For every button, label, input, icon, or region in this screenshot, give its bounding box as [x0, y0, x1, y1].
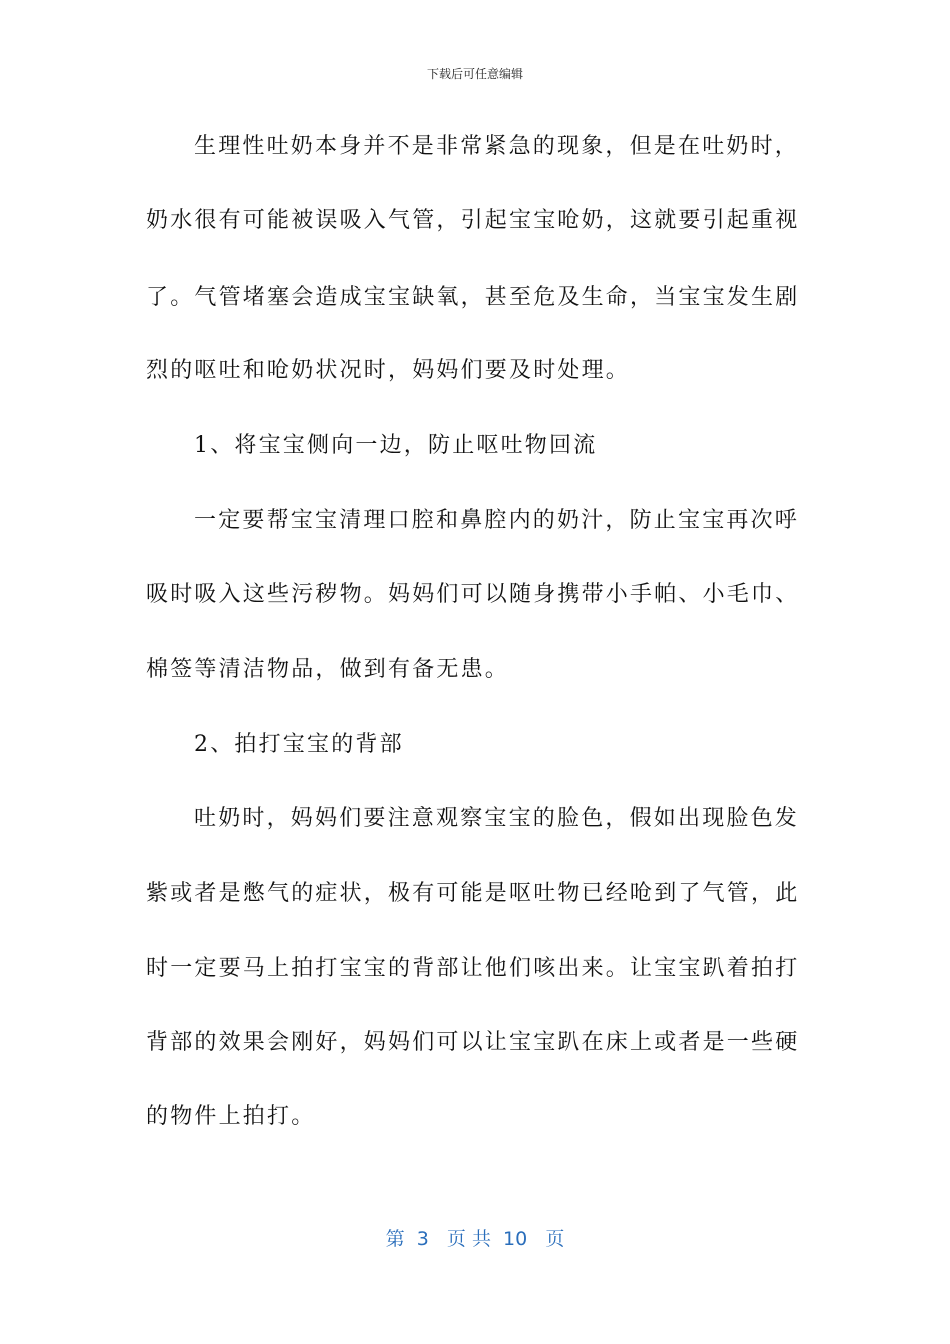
page-header: 下载后可任意编辑 [426, 67, 523, 81]
section-heading: 1、将宝宝侧向一边，防止呕吐物回流 [194, 433, 598, 458]
paragraph-line: 奶水很有可能被误吸入气管，引起宝宝呛奶，这就要引起重视 [146, 208, 800, 233]
paragraph-line: 紫或者是憋气的症状，极有可能是呕吐物已经呛到了气管，此 [146, 881, 800, 906]
paragraph-line: 的物件上拍打。 [146, 1104, 316, 1129]
paragraph-line: 棉签等清洁物品，做到有备无患。 [146, 657, 510, 682]
paragraph-line: 吸时吸入这些污秽物。妈妈们可以随身携带小手帕、小毛巾、 [146, 582, 800, 607]
paragraph-line: 背部的效果会刚好，妈妈们可以让宝宝趴在床上或者是一些硬 [146, 1030, 800, 1055]
paragraph-line: 了。气管堵塞会造成宝宝缺氧，甚至危及生命，当宝宝发生剧 [146, 285, 800, 310]
section-heading: 2、拍打宝宝的背部 [194, 732, 404, 757]
paragraph-line: 时一定要马上拍打宝宝的背部让他们咳出来。让宝宝趴着拍打 [146, 956, 800, 981]
paragraph-line: 吐奶时，妈妈们要注意观察宝宝的脸色，假如出现脸色发 [194, 806, 800, 831]
paragraph-line: 一定要帮宝宝清理口腔和鼻腔内的奶汁，防止宝宝再次呼 [194, 508, 800, 533]
paragraph-line: 烈的呕吐和呛奶状况时，妈妈们要及时处理。 [146, 358, 631, 383]
page-number-footer: 第 3 页 共 10 页 [385, 1228, 565, 1250]
paragraph-line: 生理性吐奶本身并不是非常紧急的现象，但是在吐奶时， [194, 134, 800, 159]
